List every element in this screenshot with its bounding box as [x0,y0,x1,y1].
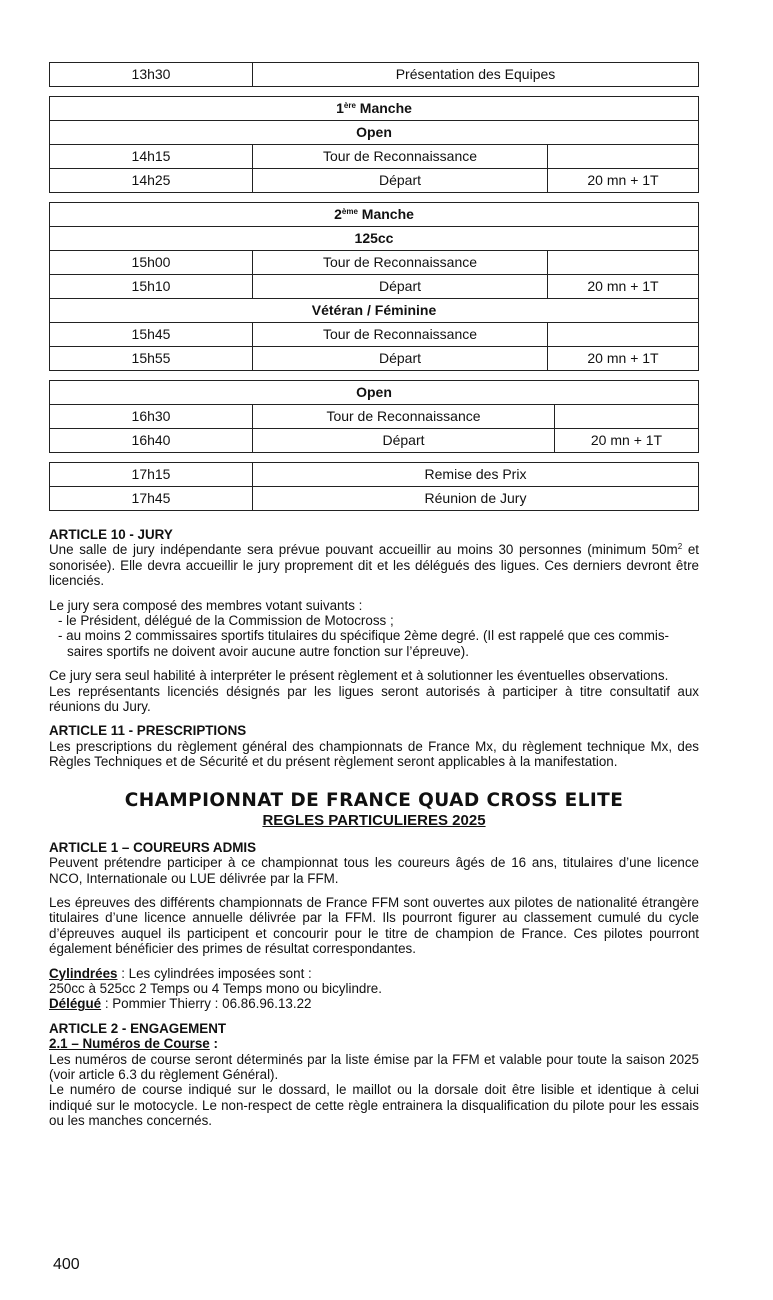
event-cell: Réunion de Jury [253,487,699,511]
event-cell: Départ [253,169,548,193]
table-row [50,251,699,275]
manche-title: 1ère Manche [50,97,699,121]
cylindrees-line: Cylindrées : Les cylindrées imposées sont : [49,965,312,981]
event-cell: Présentation des Equipes [253,63,699,87]
schedule-table-manche-2 [49,202,699,371]
time-cell: 15h45 [50,323,253,347]
article-11-heading: ARTICLE 11 - PRESCRIPTIONS [49,723,247,739]
schedule-table-presentation [49,62,699,87]
article-2-paragraph: Les numéros de course seront déterminés par la liste émise par la FFM et valable pour toute la saison 2025 (voir article 6.3 du règlement Général). [49,1051,699,1082]
schedule-table-manche-1 [49,96,699,193]
page-content [49,62,699,1129]
time-cell: 15h10 [50,275,253,299]
category-title: 125cc [50,227,699,251]
category-title: Open [50,381,699,405]
article-10-paragraph: Une salle de jury indépendante sera prévue pouvant accueillir au moins 30 personnes (minimum $50m^2$ et sonorisée). Elle devra accueillir le jury proprement dit et les délégués des ligues. Ces derniers devront être licenciés. [49,542,700,589]
article-10-paragraph: Les représentants licenciés désignés par les ligues seront autorisés à participer à titre consultatif aux réunions du Jury. [49,683,699,715]
article-10-paragraph: Ce jury sera seul habilité à interpréter le présent règlement et à solutionner les éventuelles observations. [49,668,669,684]
table-header-row [50,227,699,251]
category-title: Open [50,121,699,145]
article-10-jury-intro: Le jury sera composé des membres votant suivants : [49,597,363,613]
manche-title: 2ème Manche [50,203,699,227]
article-1-paragraph: Les épreuves des différents championnats de France FFM sont ouvertes aux pilotes de nationalité étrangère titulaires d’une licence annuelle délivrée par la FFM. Ils pourront figurer au classement cumulé du cycle d’épreuves auquel ils participent et concourir pour le titre de champion de France. Ces pilotes pourront également bénéficier des primes de résultat correspondantes. [49,894,699,957]
table-row [50,145,699,169]
event-cell: Remise des Prix [253,463,699,487]
article-1-paragraph: Peuvent prétendre participer à ce championnat tous les coureurs âgés de 16 ans, titulaires d’une licence NCO, Internationale ou LUE délivrée par la FFM. [49,855,699,886]
article-10-heading: ARTICLE 10 - JURY [49,527,173,542]
table-row [50,405,699,429]
time-cell: 13h30 [50,63,253,87]
table-row [50,323,699,347]
cylindrees-value: 250cc à 525cc 2 Temps ou 4 Temps mono ou bicylindre. [49,980,382,996]
time-cell: 15h00 [50,251,253,275]
time-cell: 14h25 [50,169,253,193]
article-2-heading: ARTICLE 2 - ENGAGEMENT [49,1020,227,1036]
category-title: Vétéran / Féminine [50,299,699,323]
table-row [50,347,699,371]
time-cell: 14h15 [50,145,253,169]
table-row [50,169,699,193]
schedule-table-open [49,380,699,453]
table-row [50,429,699,453]
table-header-row [50,381,699,405]
jury-member-item: - au moins 2 commissaires sportifs titulaires du spécifique 2ème degré. (Il est rappelé que ces commis- [58,628,670,644]
championship-title: CHAMPIONNAT DE FRANCE QUAD CROSS ELITE [124,789,624,811]
time-cell: 16h40 [50,429,253,453]
time-cell: 17h45 [50,487,253,511]
event-cell: Départ [253,347,548,371]
table-row [50,487,699,511]
schedule-table-closing [49,462,699,511]
page-number: 400 [53,1256,80,1273]
jury-member-item-continued: saires sportifs ne doivent avoir aucune autre fonction sur l’épreuve). [67,643,469,659]
article-11-paragraph: Les prescriptions du règlement général des championnats de France Mx, du règlement technique Mx, des Règles Techniques et de Sécurité et du présent règlement seront applicables à la manifestation. [49,738,699,770]
cylindrees-label: Cylindrées [49,965,118,981]
jury-member-item: - le Président, délégué de la Commission de Motocross ; [58,613,394,629]
duration-cell [548,251,699,275]
table-header-row [50,299,699,323]
delegue-label: Délégué [49,996,102,1012]
duration-cell: 20 mn + 1T [548,169,699,193]
duration-cell: 20 mn + 1T [548,347,699,371]
delegue-line: Délégué : Pommier Thierry : 06.86.96.13.22 [49,996,312,1012]
time-cell: 17h15 [50,463,253,487]
event-cell: Départ [253,429,555,453]
duration-cell [555,405,699,429]
event-cell: Tour de Reconnaissance [253,323,548,347]
table-row [50,463,699,487]
table-header-row [50,97,699,121]
table-header-row [50,121,699,145]
event-cell: Tour de Reconnaissance [253,251,548,275]
article-2-subheading: 2.1 – Numéros de Course : [49,1036,218,1052]
table-row [50,275,699,299]
championship-subtitle: REGLES PARTICULIERES 2025 [262,811,486,829]
event-cell: Tour de Reconnaissance [253,145,548,169]
articles-section [49,527,699,1129]
article-2-paragraph: Le numéro de course indiqué sur le dossard, le maillot ou la dorsale doit être lisible et identique à celui indiqué sur le motocycle. Le non-respect de cette règle entrainera la disqualification du pilote pour les essais ou les manches concernés. [49,1082,699,1129]
duration-cell [548,145,699,169]
duration-cell [548,323,699,347]
duration-cell: 20 mn + 1T [555,429,699,453]
duration-cell: 20 mn + 1T [548,275,699,299]
table-header-row [50,203,699,227]
time-cell: 15h55 [50,347,253,371]
time-cell: 16h30 [50,405,253,429]
table-row [50,63,699,87]
event-cell: Départ [253,275,548,299]
event-cell: Tour de Reconnaissance [253,405,555,429]
article-1-heading: ARTICLE 1 – COUREURS ADMIS [49,839,257,855]
